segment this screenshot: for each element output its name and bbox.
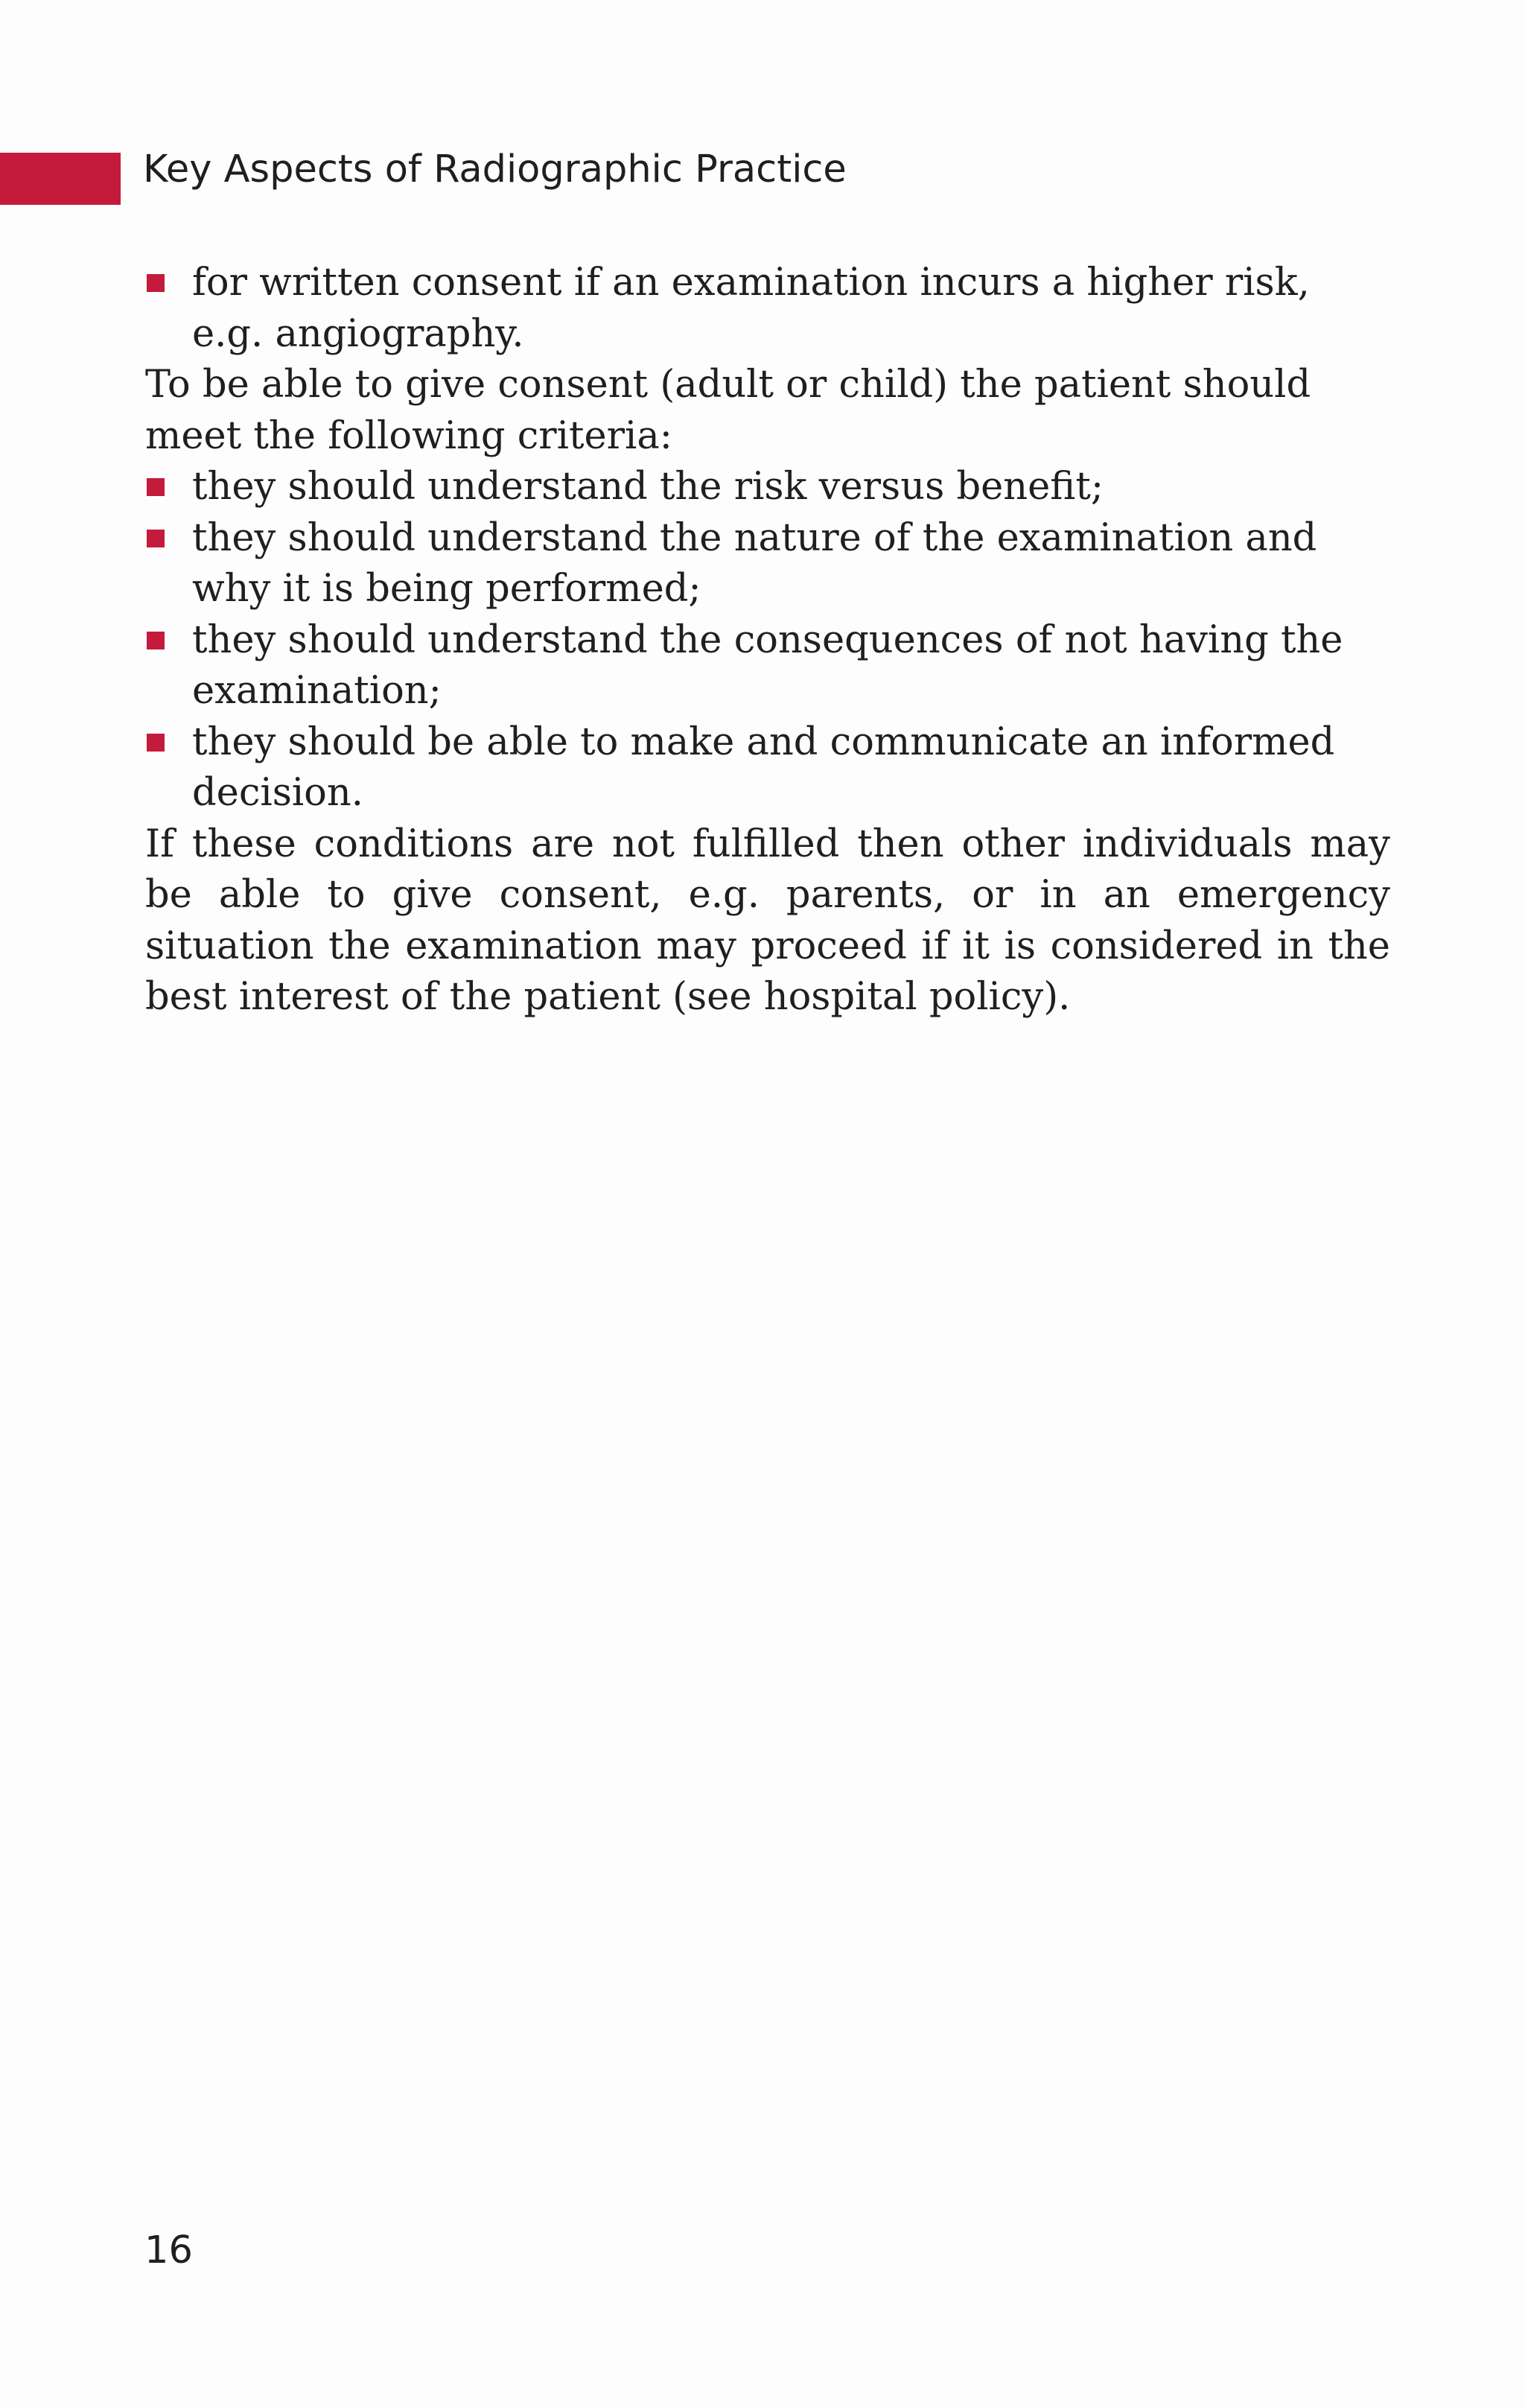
list-item-text: they should understand the consequences of not having the examination; xyxy=(192,617,1343,713)
closing-paragraph: If these conditions are not fulfilled then other individuals may be able to give consent, e.g. parents, or in an emergency situation the examination may proceed if it is considered in the best interest of the patient (see hospital policy). xyxy=(145,822,1390,1019)
list-item xyxy=(145,462,1390,513)
bullet-list-criteria xyxy=(145,462,1390,819)
bullet-list-consent xyxy=(145,258,1390,360)
running-head-title: Key Aspects of Radiographic Practice xyxy=(143,147,847,191)
page-number: 16 xyxy=(144,2228,193,2272)
square-bullet-icon xyxy=(147,478,165,496)
page-body xyxy=(145,258,1390,1023)
square-bullet-icon xyxy=(147,632,165,649)
list-item-text: for written consent if an examination incurs a higher risk, e.g. angiography. xyxy=(192,261,1310,356)
square-bullet-icon xyxy=(147,530,165,547)
square-bullet-icon xyxy=(147,274,165,292)
criteria-intro-paragraph: To be able to give consent (adult or child) the patient should meet the following criteria: xyxy=(145,363,1311,458)
list-item-text: they should understand the nature of the examination and why it is being performed; xyxy=(192,515,1317,611)
list-item xyxy=(145,258,1390,360)
chapter-tab-marker xyxy=(0,153,121,205)
list-item xyxy=(145,717,1390,819)
list-item-text: they should understand the risk versus benefit; xyxy=(192,465,1104,509)
list-item xyxy=(145,615,1390,717)
list-item xyxy=(145,513,1390,615)
list-item-text: they should be able to make and communicate an informed decision. xyxy=(192,719,1335,815)
square-bullet-icon xyxy=(147,734,165,752)
